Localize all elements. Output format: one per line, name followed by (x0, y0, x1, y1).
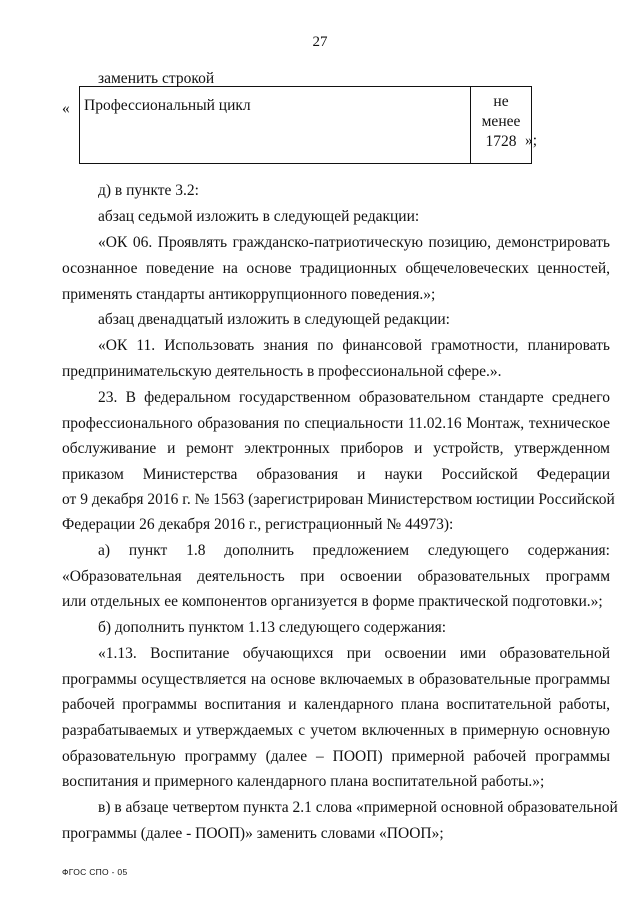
paragraph-abzac-12: абзац двенадцатый изложить в следующей редакции: (98, 311, 450, 328)
item-23-line-5: от 9 декабря 2016 г. № 1563 (зарегистрирован Министерством юстиции Российской (62, 491, 615, 508)
ok11-line-2: предпринимательскую деятельность в профессиональной сфере.». (62, 363, 502, 380)
item-23-line-4: приказом Министерства образования и науки Российской Федерации (62, 466, 610, 483)
hours-line-2: менее (481, 113, 521, 130)
item-113-line-2: программы осуществляется на основе включаемых в образовательные программы (62, 671, 610, 688)
page-number: 27 (312, 34, 328, 50)
table-row (80, 87, 532, 164)
item-113-line-1: «1.13. Воспитание обучающихся при освоении ими образовательной (98, 645, 610, 662)
subitem-v-line-1: в) в абзаце четвертом пункта 2.1 слова «примерной основной образовательной (98, 799, 618, 816)
subitem-a-line-3: или отдельных ее компонентов организуется в форме практической подготовки.»; (62, 593, 603, 610)
subitem-a-line-1: а) пункт 1.8 дополнить предложением следующего содержания: (98, 542, 610, 559)
footer-code: ФГОС СПО - 05 (62, 867, 128, 877)
hours-value: 1728 (485, 133, 517, 150)
closing-quote: »; (525, 132, 538, 149)
item-23-line-3: обслуживание и ремонт электронных приборов и устройств, утвержденном (62, 440, 610, 457)
item-113-line-3: рабочей программы воспитания и календарного плана воспитательной работы, (62, 696, 610, 713)
item-113-line-6: воспитания и примерного календарного плана воспитательной работы.»; (62, 773, 545, 790)
item-23-line-6: Федерации 26 декабря 2016 г., регистрационный № 44973): (62, 516, 454, 533)
ok11-line-1: «ОК 11. Использовать знания по финансовой грамотности, планировать (98, 337, 610, 354)
professional-cycle-table (79, 86, 532, 164)
cycle-name-cell (80, 87, 471, 164)
ok06-line-1: «ОК 06. Проявлять гражданско-патриотическую позицию, демонстрировать (98, 234, 610, 251)
ok06-line-2: осознанное поведение на основе традиционных общечеловеческих ценностей, (62, 260, 610, 277)
item-113-line-4: разрабатываемых и утверждаемых с учетом включенных в примерную основную (62, 722, 610, 739)
replace-label: заменить строкой (98, 70, 215, 87)
opening-quote: « (62, 100, 70, 117)
item-113-line-5: образовательную программу (далее – ПООП) примерной рабочей программы (62, 748, 610, 765)
subitem-b: б) дополнить пунктом 1.13 следующего содержания: (98, 619, 447, 636)
hours-line-1: не (493, 93, 509, 110)
cycle-name: Професcиональный цикл (84, 97, 251, 114)
subitem-v-line-2: программы (далее - ПООП)» заменить словами «ПООП»; (62, 825, 444, 842)
cycle-hours-cell (471, 87, 532, 164)
paragraph-subitem-d: д) в пункте 3.2: (98, 182, 199, 199)
item-23-line-2: профессионального образования по специальности 11.02.16 Монтаж, техническое (62, 415, 610, 432)
item-23-line-1: 23. В федеральном государственном образовательном стандарте среднего (98, 389, 610, 406)
ok06-line-3: применять стандарты антикоррупционного поведения.»; (62, 286, 436, 303)
subitem-a-line-2: «Образовательная деятельность при освоении образовательных программ (62, 568, 610, 585)
paragraph-abzac-7: абзац седьмой изложить в следующей редакции: (98, 208, 420, 225)
